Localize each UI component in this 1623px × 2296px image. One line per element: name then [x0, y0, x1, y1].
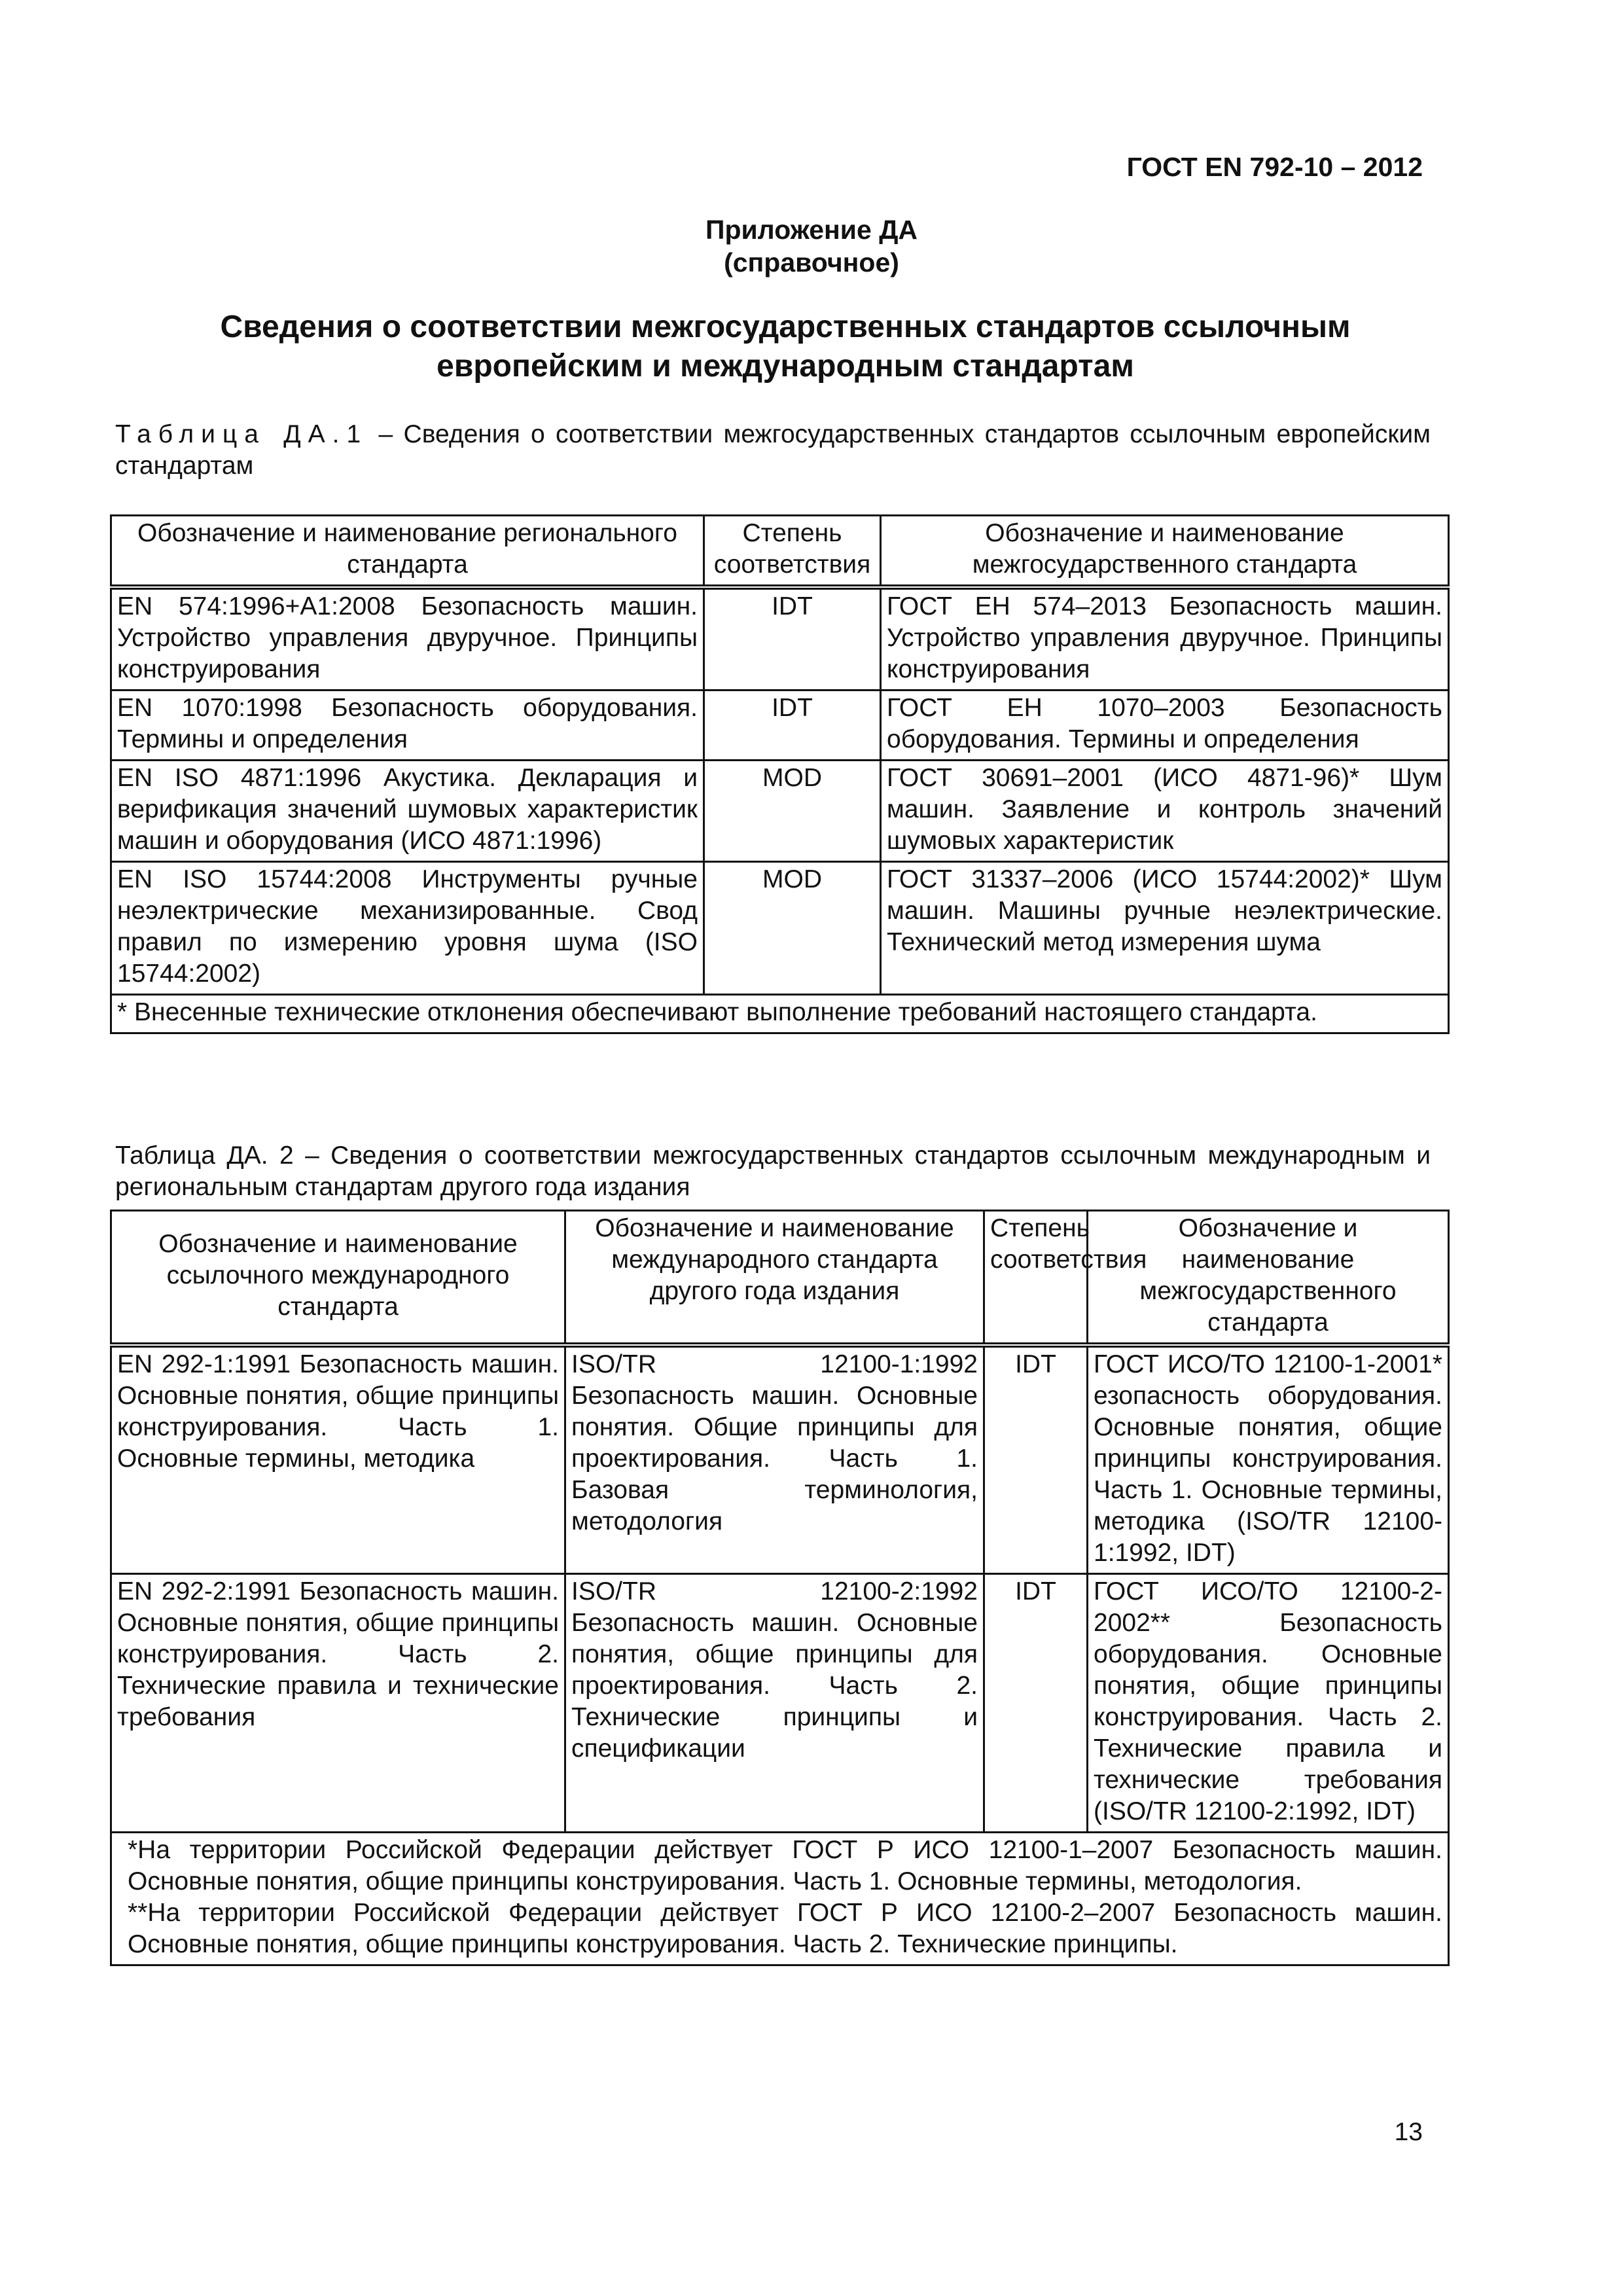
table2-footnote-2: **На территории Российской Федерации действует ГОСТ Р ИСО 12100-2–2007 Безопасность машин. Основные понятия, общие принципы конструирования. Часть 2. Технические принципы. [128, 1899, 1442, 1958]
degree-cell: MOD [704, 862, 881, 995]
table1-header-regional: Обозначение и наименование регионального стандарта [111, 516, 704, 588]
other-year-standard-cell: ISO/TR 12100-2:1992 Безопасность машин. Основные понятия, общие принципы для проектирования. Часть 2. Технические принципы и спецификации [565, 1574, 984, 1833]
degree-cell: IDT [984, 1574, 1088, 1833]
interstate-standard-cell: ГОСТ ИСО/ТО 12100-2-2002** Безопасность оборудования. Основные понятия, общие принципы конструирования. Часть 2. Технические правила и технические требования (ISO/TR 12100-2:1992, IDT) [1088, 1574, 1449, 1833]
table2-header-other-year: Обозначение и наименование международного стандарта другого года издания [565, 1211, 984, 1346]
interstate-standard-cell: ГОСТ ИСО/ТО 12100-1-2001* езопасность оборудования. Основные понятия, общие принципы конструирования. Часть 1. Основные термины, методика (ISO/TR 12100-1:1992, IDT) [1088, 1345, 1449, 1574]
table2-header-interstate: Обозначение и наименование межгосударственного стандарта [1088, 1211, 1449, 1346]
table2-caption: Таблица ДА. 2 – Сведения о соответствии межгосударственных стандартов ссылочным международным и региональным стандартам другого года издания [115, 1141, 1431, 1201]
regional-standard-cell: EN ISO 15744:2008 Инструменты ручные неэлектрические механизированные. Свод правил по измерению уровня шума (ISO 15744:2002) [111, 862, 704, 995]
interstate-standard-cell: ГОСТ 31337–2006 (ИСО 15744:2002)* Шум машин. Машины ручные неэлектрические. Технический метод измерения шума [881, 862, 1449, 995]
page-number: 13 [1394, 2118, 1423, 2146]
appendix-heading [0, 213, 1623, 279]
table1 [110, 514, 1450, 1034]
table-row [111, 587, 1449, 691]
table-row [111, 862, 1449, 995]
table1-caption-text: – Сведения о соответствии межгосударственных стандартов ссылочным европейским стандартам [115, 420, 1431, 480]
table2-footnote-row [111, 1833, 1449, 1965]
table2-header-row [111, 1211, 1449, 1346]
table-row [111, 1345, 1449, 1574]
appendix-subtitle: (справочное) [724, 247, 899, 278]
table-row [111, 691, 1449, 761]
table2-header-referenced: Обозначение и наименование ссылочного международного стандарта [111, 1211, 565, 1346]
table1-header-row [111, 516, 1449, 588]
regional-standard-cell: EN 1070:1998 Безопасность оборудования. Термины и определения [111, 691, 704, 761]
main-title: Сведения о соответствии межгосударственных стандартов ссылочным европейским и международным стандартам [220, 310, 1351, 384]
table2-footnote-1: *На территории Российской Федерации действует ГОСТ Р ИСО 12100-1–2007 Безопасность машин. Основные понятия, общие принципы конструирования. Часть 1. Основные термины, методология. [128, 1836, 1442, 1895]
interstate-standard-cell: ГОСТ ЕН 1070–2003 Безопасность оборудования. Термины и определения [881, 691, 1449, 761]
degree-cell: IDT [704, 587, 881, 691]
table-row [111, 761, 1449, 862]
table1-header-interstate: Обозначение и наименование межгосударственного стандарта [881, 516, 1449, 588]
degree-cell: MOD [704, 761, 881, 862]
degree-cell: IDT [704, 691, 881, 761]
interstate-standard-cell: ГОСТ ЕН 574–2013 Безопасность машин. Устройство управления двуручное. Принципы конструирования [881, 587, 1449, 691]
document-code: ГОСТ EN 792-10 – 2012 [1126, 152, 1423, 182]
appendix-title: Приложение ДА [705, 215, 918, 245]
regional-standard-cell: EN 574:1996+A1:2008 Безопасность машин. Устройство управления двуручное. Принципы конструирования [111, 587, 704, 691]
table-row [111, 1574, 1449, 1833]
table2-footnotes [111, 1833, 1449, 1965]
table2 [110, 1210, 1450, 1966]
table1-caption-label: Таблица ДА.1 [115, 420, 368, 448]
table1-header-degree: Степень соответствия [704, 516, 881, 588]
table1-footnote-row [111, 995, 1449, 1033]
table1-footnote: * Внесенные технические отклонения обеспечивают выполнение требований настоящего стандарта. [111, 995, 1449, 1033]
referenced-standard-cell: EN 292-2:1991 Безопасность машин. Основные понятия, общие принципы конструирования. Часть 2. Технические правила и технические требования [111, 1574, 565, 1833]
interstate-standard-cell: ГОСТ 30691–2001 (ИСО 4871-96)* Шум машин. Заявление и контроль значений шумовых характеристик [881, 761, 1449, 862]
degree-cell: IDT [984, 1345, 1088, 1574]
table1-caption [115, 419, 1431, 482]
regional-standard-cell: EN ISO 4871:1996 Акустика. Декларация и верификация значений шумовых характеристик машин и оборудования (ИСО 4871:1996) [111, 761, 704, 862]
referenced-standard-cell: EN 292-1:1991 Безопасность машин. Основные понятия, общие принципы конструирования. Часть 1. Основные термины, методика [111, 1345, 565, 1574]
other-year-standard-cell: ISO/TR 12100-1:1992 Безопасность машин. Основные понятия. Общие принципы для проектирования. Часть 1. Базовая терминология, методология [565, 1345, 984, 1574]
table2-header-degree: Степень соответствия [984, 1211, 1088, 1346]
